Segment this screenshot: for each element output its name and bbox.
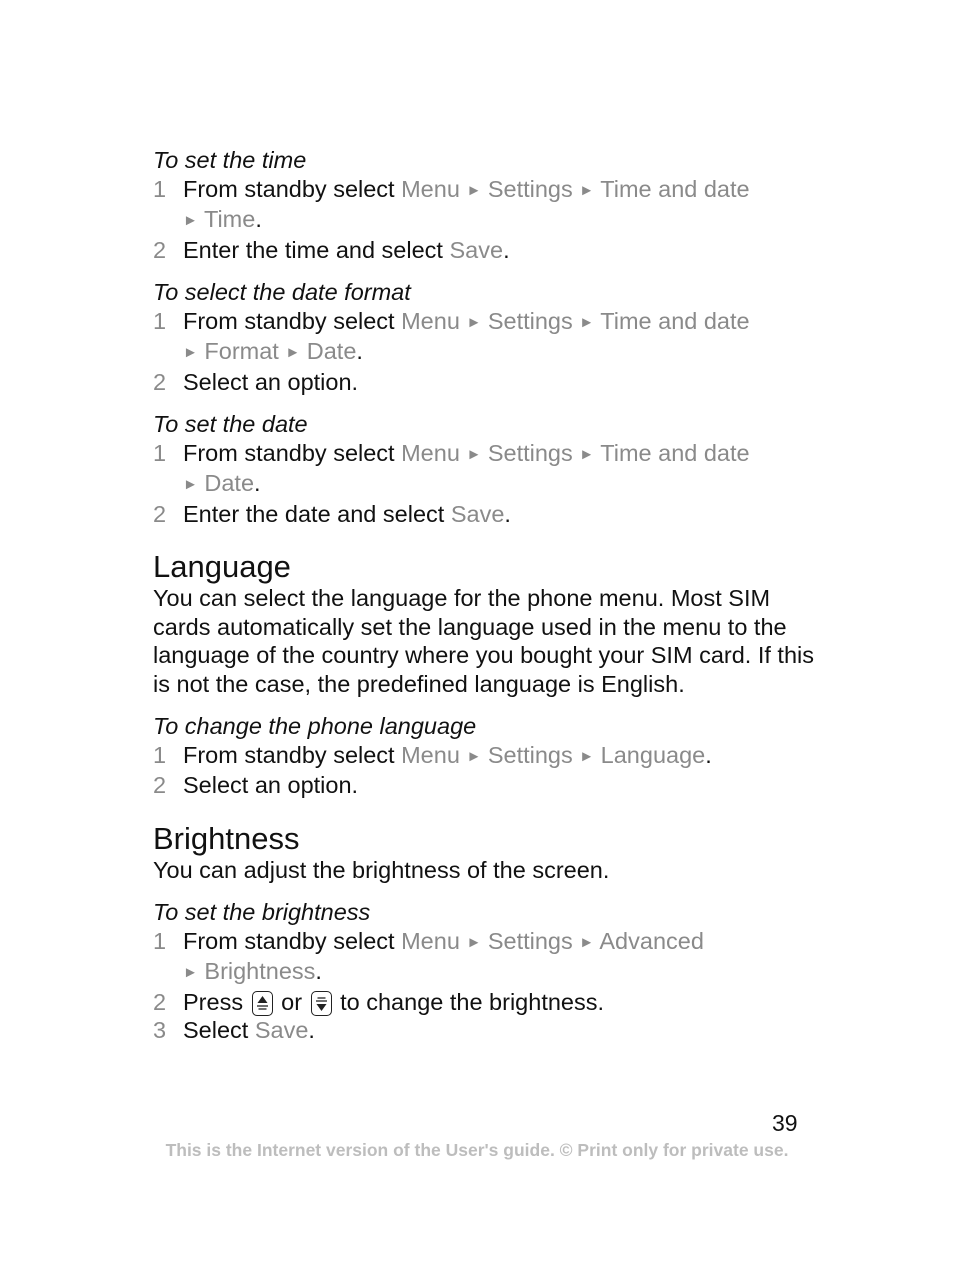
arrow-icon: ►	[466, 313, 482, 331]
page-content	[153, 146, 833, 1059]
step-number: 2	[153, 500, 167, 527]
step-text: From standby select Menu ► Settings ► Language.	[183, 741, 712, 768]
step	[153, 368, 833, 397]
menu-item: Menu	[401, 307, 460, 334]
menu-item: Advanced	[599, 927, 704, 954]
date-format-section	[153, 278, 833, 396]
step	[153, 307, 833, 368]
menu-item: Time and date	[600, 439, 750, 466]
step-number: 2	[153, 236, 167, 263]
arrow-icon: ►	[466, 445, 482, 463]
menu-item: Brightness	[204, 958, 316, 984]
set-brightness-section	[153, 898, 833, 1045]
step-number: 1	[153, 439, 167, 466]
arrow-icon: ►	[285, 344, 301, 361]
step	[153, 1016, 833, 1045]
step	[153, 439, 833, 500]
step-number: 2	[153, 368, 167, 395]
set-date-section	[153, 410, 833, 528]
menu-item: Save	[254, 1017, 309, 1043]
step	[153, 500, 833, 529]
language-description: You can select the language for the phone menu. Most SIM cards automatically set the language used in the menu to the language of the country where you bought your SIM card. If this is not the case, the predefined language is English.	[153, 585, 814, 697]
step-text: Select an option.	[183, 368, 359, 395]
arrow-icon: ►	[183, 344, 198, 361]
arrow-icon: ►	[579, 445, 595, 463]
arrow-icon: ►	[183, 476, 198, 493]
menu-item: Settings	[487, 175, 573, 202]
step-text: Select an option.	[183, 772, 359, 798]
step	[153, 175, 833, 236]
step-number: 1	[153, 175, 167, 202]
menu-item: Menu	[401, 741, 460, 768]
step-number: 1	[153, 741, 167, 768]
arrow-icon: ►	[579, 747, 595, 765]
menu-item: Save	[449, 236, 504, 263]
step-text: From standby select Menu ► Settings ► Time and date ► Time.	[183, 175, 750, 232]
menu-item: Date	[204, 470, 255, 496]
step-text: From standby select Menu ► Settings ► Advanced ► Brightness.	[183, 927, 704, 984]
subheading-set-brightness: To set the brightness	[153, 899, 371, 925]
set-time-section	[153, 146, 833, 264]
page-number: 39	[772, 1110, 798, 1136]
menu-item: Settings	[487, 927, 573, 954]
step-number: 2	[153, 772, 167, 798]
step-text: Press or to change the brightness.	[183, 988, 605, 1015]
subheading-date-format: To select the date format	[153, 279, 411, 305]
menu-item: Menu	[401, 927, 460, 954]
arrow-icon: ►	[183, 212, 198, 229]
menu-item: Settings	[487, 741, 573, 768]
subheading-change-language: To change the phone language	[153, 713, 477, 739]
menu-item: Menu	[401, 175, 460, 202]
menu-item: Language	[600, 741, 706, 768]
menu-item: Date	[306, 338, 357, 364]
arrow-icon: ►	[466, 181, 482, 199]
step	[153, 927, 833, 988]
step-text: Select Save.	[183, 1017, 315, 1043]
step-text: Enter the time and select Save.	[183, 236, 510, 263]
step-text: From standby select Menu ► Settings ► Time and date ► Date.	[183, 439, 750, 496]
menu-item: Time	[203, 206, 256, 232]
step-number: 1	[153, 307, 167, 334]
step-text: Enter the date and select Save.	[183, 500, 511, 527]
arrow-icon: ►	[579, 933, 595, 951]
step	[153, 988, 833, 1017]
menu-item: Settings	[487, 307, 573, 334]
navigation-key-down-icon	[311, 991, 332, 1016]
heading-brightness: Brightness	[153, 820, 300, 856]
step-text: From standby select Menu ► Settings ► Time and date ► Format ► Date.	[183, 307, 750, 364]
change-language-section	[153, 712, 833, 800]
subheading-set-time: To set the time	[153, 147, 307, 173]
menu-item: Menu	[401, 439, 460, 466]
menu-item: Settings	[487, 439, 573, 466]
subheading-set-date: To set the date	[153, 411, 308, 437]
arrow-icon: ►	[466, 933, 482, 951]
step	[153, 771, 833, 800]
brightness-description: You can adjust the brightness of the screen.	[153, 856, 610, 883]
arrow-icon: ►	[183, 964, 198, 981]
menu-item: Format	[204, 338, 279, 364]
step	[153, 741, 833, 772]
arrow-icon: ►	[579, 181, 595, 199]
arrow-icon: ►	[579, 313, 595, 331]
heading-language: Language	[153, 549, 291, 584]
navigation-key-up-icon	[252, 991, 273, 1016]
footer-notice: This is the Internet version of the User's guide. © Print only for private use.	[165, 1140, 789, 1160]
menu-item: Time and date	[600, 175, 750, 202]
menu-item: Time and date	[600, 307, 750, 334]
step-number: 2	[153, 988, 167, 1015]
step-number: 3	[153, 1017, 167, 1043]
arrow-icon: ►	[466, 747, 482, 765]
step	[153, 236, 833, 265]
menu-item: Save	[450, 500, 505, 527]
step-number: 1	[153, 927, 167, 954]
